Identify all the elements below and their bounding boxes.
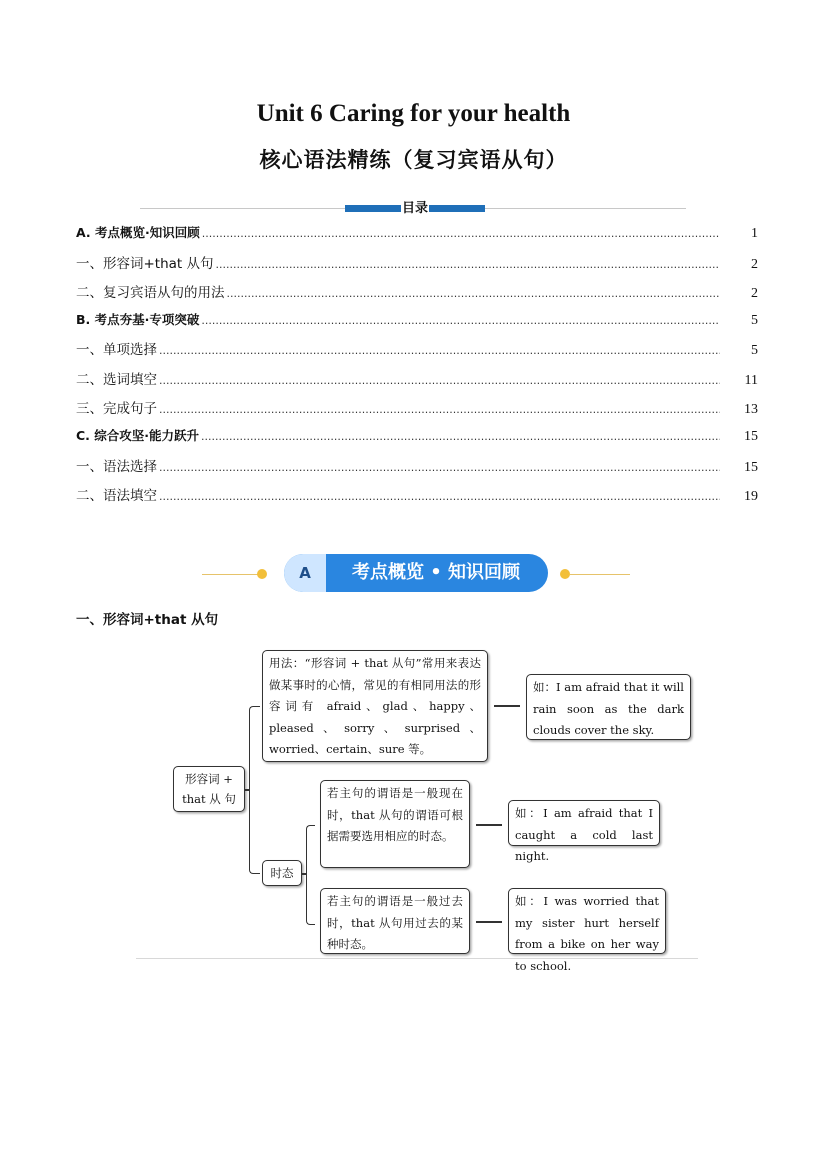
banner-dot-right [560, 569, 570, 579]
toc-entry-page: 19 [744, 489, 758, 504]
tense-example-1-box: 如：I am afraid that I caught a cold last night. [508, 800, 660, 846]
connector [476, 824, 502, 826]
section-banner [190, 552, 640, 594]
toc-entry-page: 13 [744, 402, 758, 417]
banner-line-right [570, 574, 630, 575]
toc-entry[interactable] [76, 455, 758, 475]
toc-leader-dots [159, 403, 720, 416]
page-title-english: Unit 6 Caring for your health [256, 100, 571, 127]
toc-entry-page: 2 [751, 257, 758, 272]
banner-line-left [202, 574, 262, 575]
toc-entry[interactable] [76, 484, 758, 504]
mindmap-bracket-main [249, 706, 260, 874]
toc-entry-label: B. 考点夯基·专项突破 [76, 312, 200, 327]
toc-entry[interactable] [76, 310, 758, 330]
banner-title: 考点概览 • 知识回顾 [351, 562, 521, 583]
toc-entry-label: C. 综合攻坚·能力跃升 [76, 428, 200, 443]
page-title-chinese: 核心语法精练（复习宾语从句） [259, 148, 568, 172]
toc-entry[interactable] [76, 397, 758, 417]
toc-entry-page: 1 [751, 226, 758, 241]
toc-entry[interactable] [76, 426, 758, 446]
tense-rule-2-box: 若主句的谓语是一般过去时，that 从句用过去的某种时态。 [320, 888, 470, 954]
usage-example-box: 如：I am afraid that it will rain soon as the dark clouds cover the sky. [526, 674, 691, 740]
toc-entry-label: A. 考点概览·知识回顾 [76, 225, 200, 240]
mindmap-root-box: 形容词 + that 从 句 [173, 766, 245, 812]
toc-entry[interactable] [76, 252, 758, 272]
toc-header-label: 目录 [401, 199, 429, 219]
toc-entry-label: 一、语法选择 [76, 459, 157, 475]
toc-leader-dots [159, 344, 720, 357]
toc-entry-page: 15 [744, 429, 758, 444]
toc-entry-label: 一、单项选择 [76, 342, 157, 358]
toc-header-bar-right [429, 205, 485, 212]
tense-label-box: 时态 [262, 860, 302, 886]
banner-dot-left [257, 569, 267, 579]
toc-header [140, 199, 686, 219]
connector [494, 705, 520, 707]
connector [476, 921, 502, 923]
diagram-bottom-rule [136, 958, 698, 959]
toc-entry-label: 一、形容词+that 从句 [76, 256, 214, 272]
toc-entry[interactable] [76, 281, 758, 301]
toc-entry-page: 2 [751, 286, 758, 301]
toc-entry-page: 15 [744, 460, 758, 475]
toc-header-bar-left [345, 205, 401, 212]
toc-entry-label: 二、语法填空 [76, 488, 157, 504]
tense-rule-1-box: 若主句的谓语是一般现在时，that 从句的谓语可根据需要选用相应的时态。 [320, 780, 470, 868]
toc-entry[interactable] [76, 223, 758, 243]
banner-letter: A [284, 554, 326, 592]
toc-leader-dots [159, 461, 720, 474]
toc-entry-page: 11 [744, 373, 758, 388]
banner-pill [284, 554, 548, 592]
toc-leader-dots [227, 287, 721, 300]
toc-leader-dots [159, 374, 720, 387]
toc-entry-page: 5 [751, 343, 758, 358]
toc-leader-dots [216, 258, 720, 271]
toc-entry-label: 三、完成句子 [76, 401, 157, 417]
toc-entry[interactable] [76, 338, 758, 358]
usage-box: 用法：“形容词 + that 从句”常用来表达做某事时的心情，常见的有相同用法的形容词有 afraid、glad、happy、pleased、sorry、surprised、worried、certain、sure 等。 [262, 650, 488, 762]
toc-leader-dots [202, 227, 720, 240]
toc-leader-dots [201, 314, 720, 327]
toc-leader-dots [201, 430, 720, 443]
toc-entry-page: 5 [751, 313, 758, 328]
toc-entry-label: 二、选词填空 [76, 372, 157, 388]
section-heading: 一、形容词+that 从句 [76, 612, 219, 628]
toc-leader-dots [159, 490, 720, 503]
toc-entry-label: 二、复习宾语从句的用法 [76, 285, 225, 301]
toc-entry[interactable] [76, 368, 758, 388]
tense-example-2-box: 如：I was worried that my sister hurt herself from a bike on her way to school. [508, 888, 666, 954]
grammar-mindmap [130, 640, 700, 973]
mindmap-bracket-tense [306, 825, 315, 925]
